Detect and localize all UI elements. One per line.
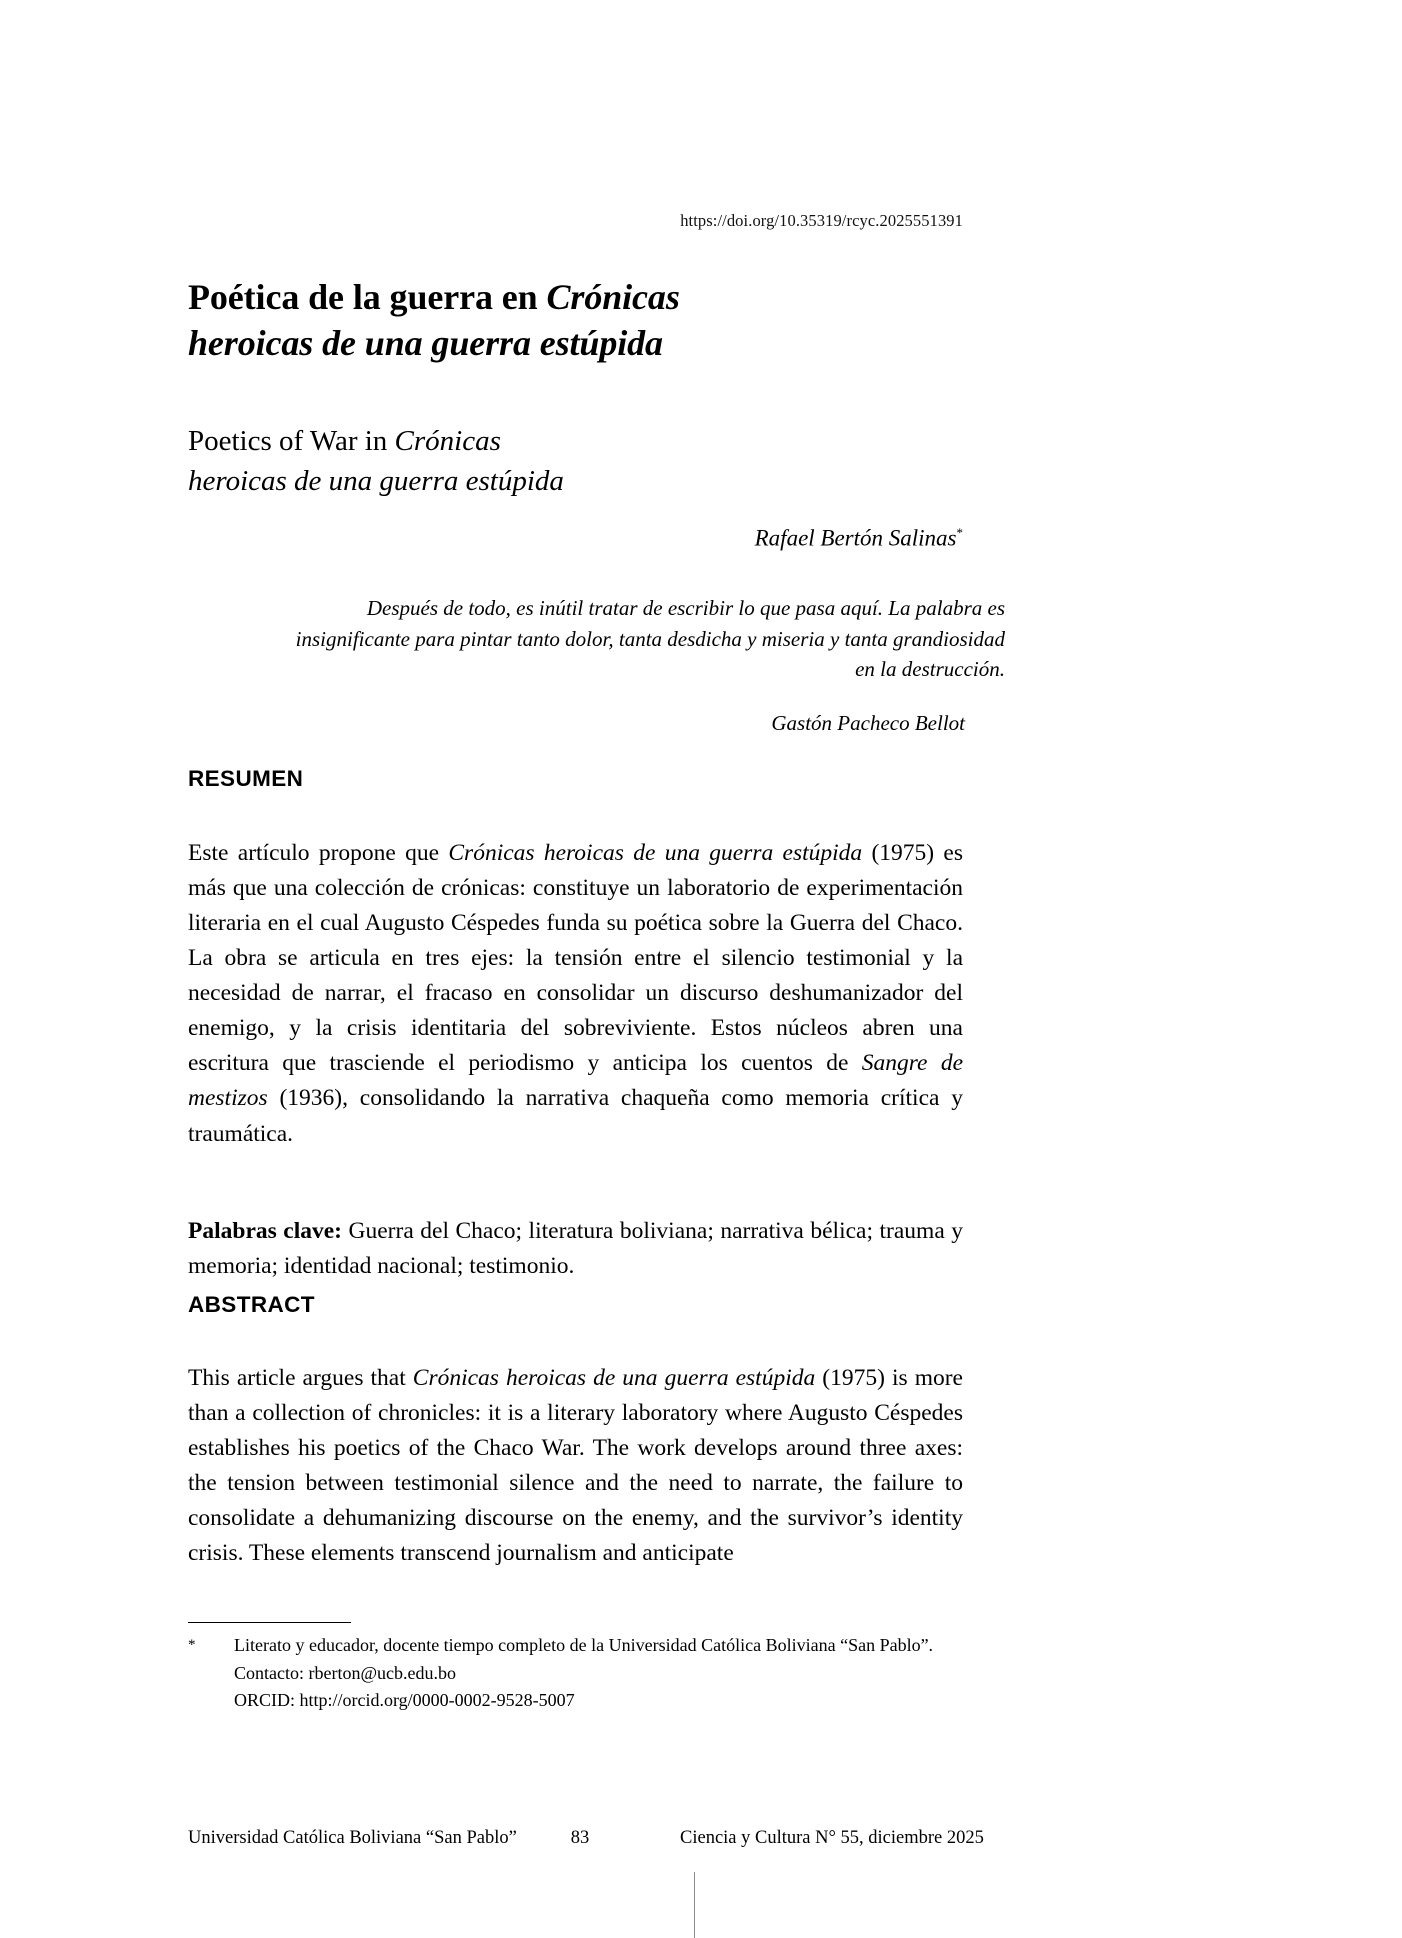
title-english-italic-1: Crónicas	[394, 425, 501, 458]
footnote-body	[234, 1632, 978, 1715]
section-heading-abstract: ABSTRACT	[188, 1292, 315, 1317]
footnote-contact-email[interactable]: Contacto: rberton@ucb.edu.bo	[234, 1662, 457, 1683]
resumen-text-1: Este artículo propone que	[188, 839, 449, 866]
footnote-marker: *	[188, 1637, 196, 1653]
title-spanish-italic-2: heroicas de una guerra estúpida	[188, 323, 663, 364]
footnote-separator-rule	[188, 1622, 351, 1623]
footer-institution: Universidad Católica Boliviana “San Pablo”	[188, 1828, 517, 1848]
footer-page-number: 83	[570, 1828, 590, 1848]
resumen-paragraph	[188, 836, 963, 1152]
author-name: Rafael Bertón Salinas	[754, 525, 957, 551]
footnote-affiliation: Literato y educador, docente tiempo completo de la Universidad Católica Boliviana “San Pablo”.	[234, 1635, 934, 1655]
section-heading-resumen: RESUMEN	[188, 766, 304, 791]
epigraph-attribution: Gastón Pacheco Bellot	[771, 711, 965, 735]
title-english-italic-2: heroicas de una guerra estúpida	[188, 464, 564, 497]
keywords-label: Palabras clave:	[188, 1217, 343, 1244]
page-gutter-mark	[694, 1872, 695, 1938]
epigraph-text: Después de todo, es inútil tratar de escribir lo que pasa aquí. La palabra es insignificante para pintar tanto dolor, tanta desdicha y miseria y tanta grandiosidad en la destrucción.	[295, 596, 1005, 682]
footnote-orcid-link[interactable]: ORCID: http://orcid.org/0000-0002-9528-5007	[234, 1690, 575, 1711]
title-english-plain: Poetics of War in	[188, 425, 395, 458]
resumen-text-3: (1936), consolidando la narrativa chaqueña como memoria crítica y traumática.	[188, 1085, 963, 1147]
author-footnote-marker[interactable]: *	[956, 525, 963, 540]
abstract-text-2: (1975) is more than a collection of chronicles: it is a literary laboratory where Augusto Céspedes establishes his poetics of the Chaco War. The work develops around three axes: the tension between testimonial silence and the need to narrate, the failure to consolidate a dehumanizing discourse on the enemy, and the survivor’s identity crisis. These elements transcend journalism and anticipate	[188, 1364, 963, 1567]
abstract-paragraph	[188, 1361, 963, 1572]
doi-link[interactable]: https://doi.org/10.35319/rcyc.2025551391	[680, 211, 963, 230]
abstract-italic-title-1: Crónicas heroicas de una guerra estúpida	[412, 1364, 816, 1391]
resumen-text-2: (1975) es más que una colección de crónicas: constituye un laboratorio de experimentación literaria en el cual Augusto Céspedes funda su poética sobre la Guerra del Chaco. La obra se articula en tres ejes: la tensión entre el silencio testimonial y la necesidad de narrar, el fracaso en consolidar un discurso deshumanizador del enemigo, y la crisis identitaria del sobreviviente. Estos núcleos abren una escritura que trasciende el periodismo y anticipa los cuentos de	[188, 839, 963, 1077]
resumen-italic-title-1: Crónicas heroicas de una guerra estúpida	[448, 839, 863, 866]
author-byline	[188, 525, 963, 552]
footer-journal-issue: Ciencia y Cultura N° 55, diciembre 2025	[680, 1828, 984, 1848]
abstract-text-1: This article argues that	[188, 1364, 413, 1391]
footnote-block	[188, 1632, 978, 1715]
page-title-spanish	[188, 274, 978, 366]
title-spanish-italic-1: Crónicas	[546, 277, 680, 318]
resumen-italic-title-2: Sangre de mestizos	[188, 1050, 963, 1112]
keywords-paragraph	[188, 1214, 963, 1284]
keywords-value: Guerra del Chaco; literatura boliviana; narrativa bélica; trauma y memoria; identidad nacional; testimonio.	[188, 1217, 964, 1279]
page-title-english	[188, 422, 978, 501]
title-spanish-plain: Poética de la guerra en	[188, 277, 547, 318]
